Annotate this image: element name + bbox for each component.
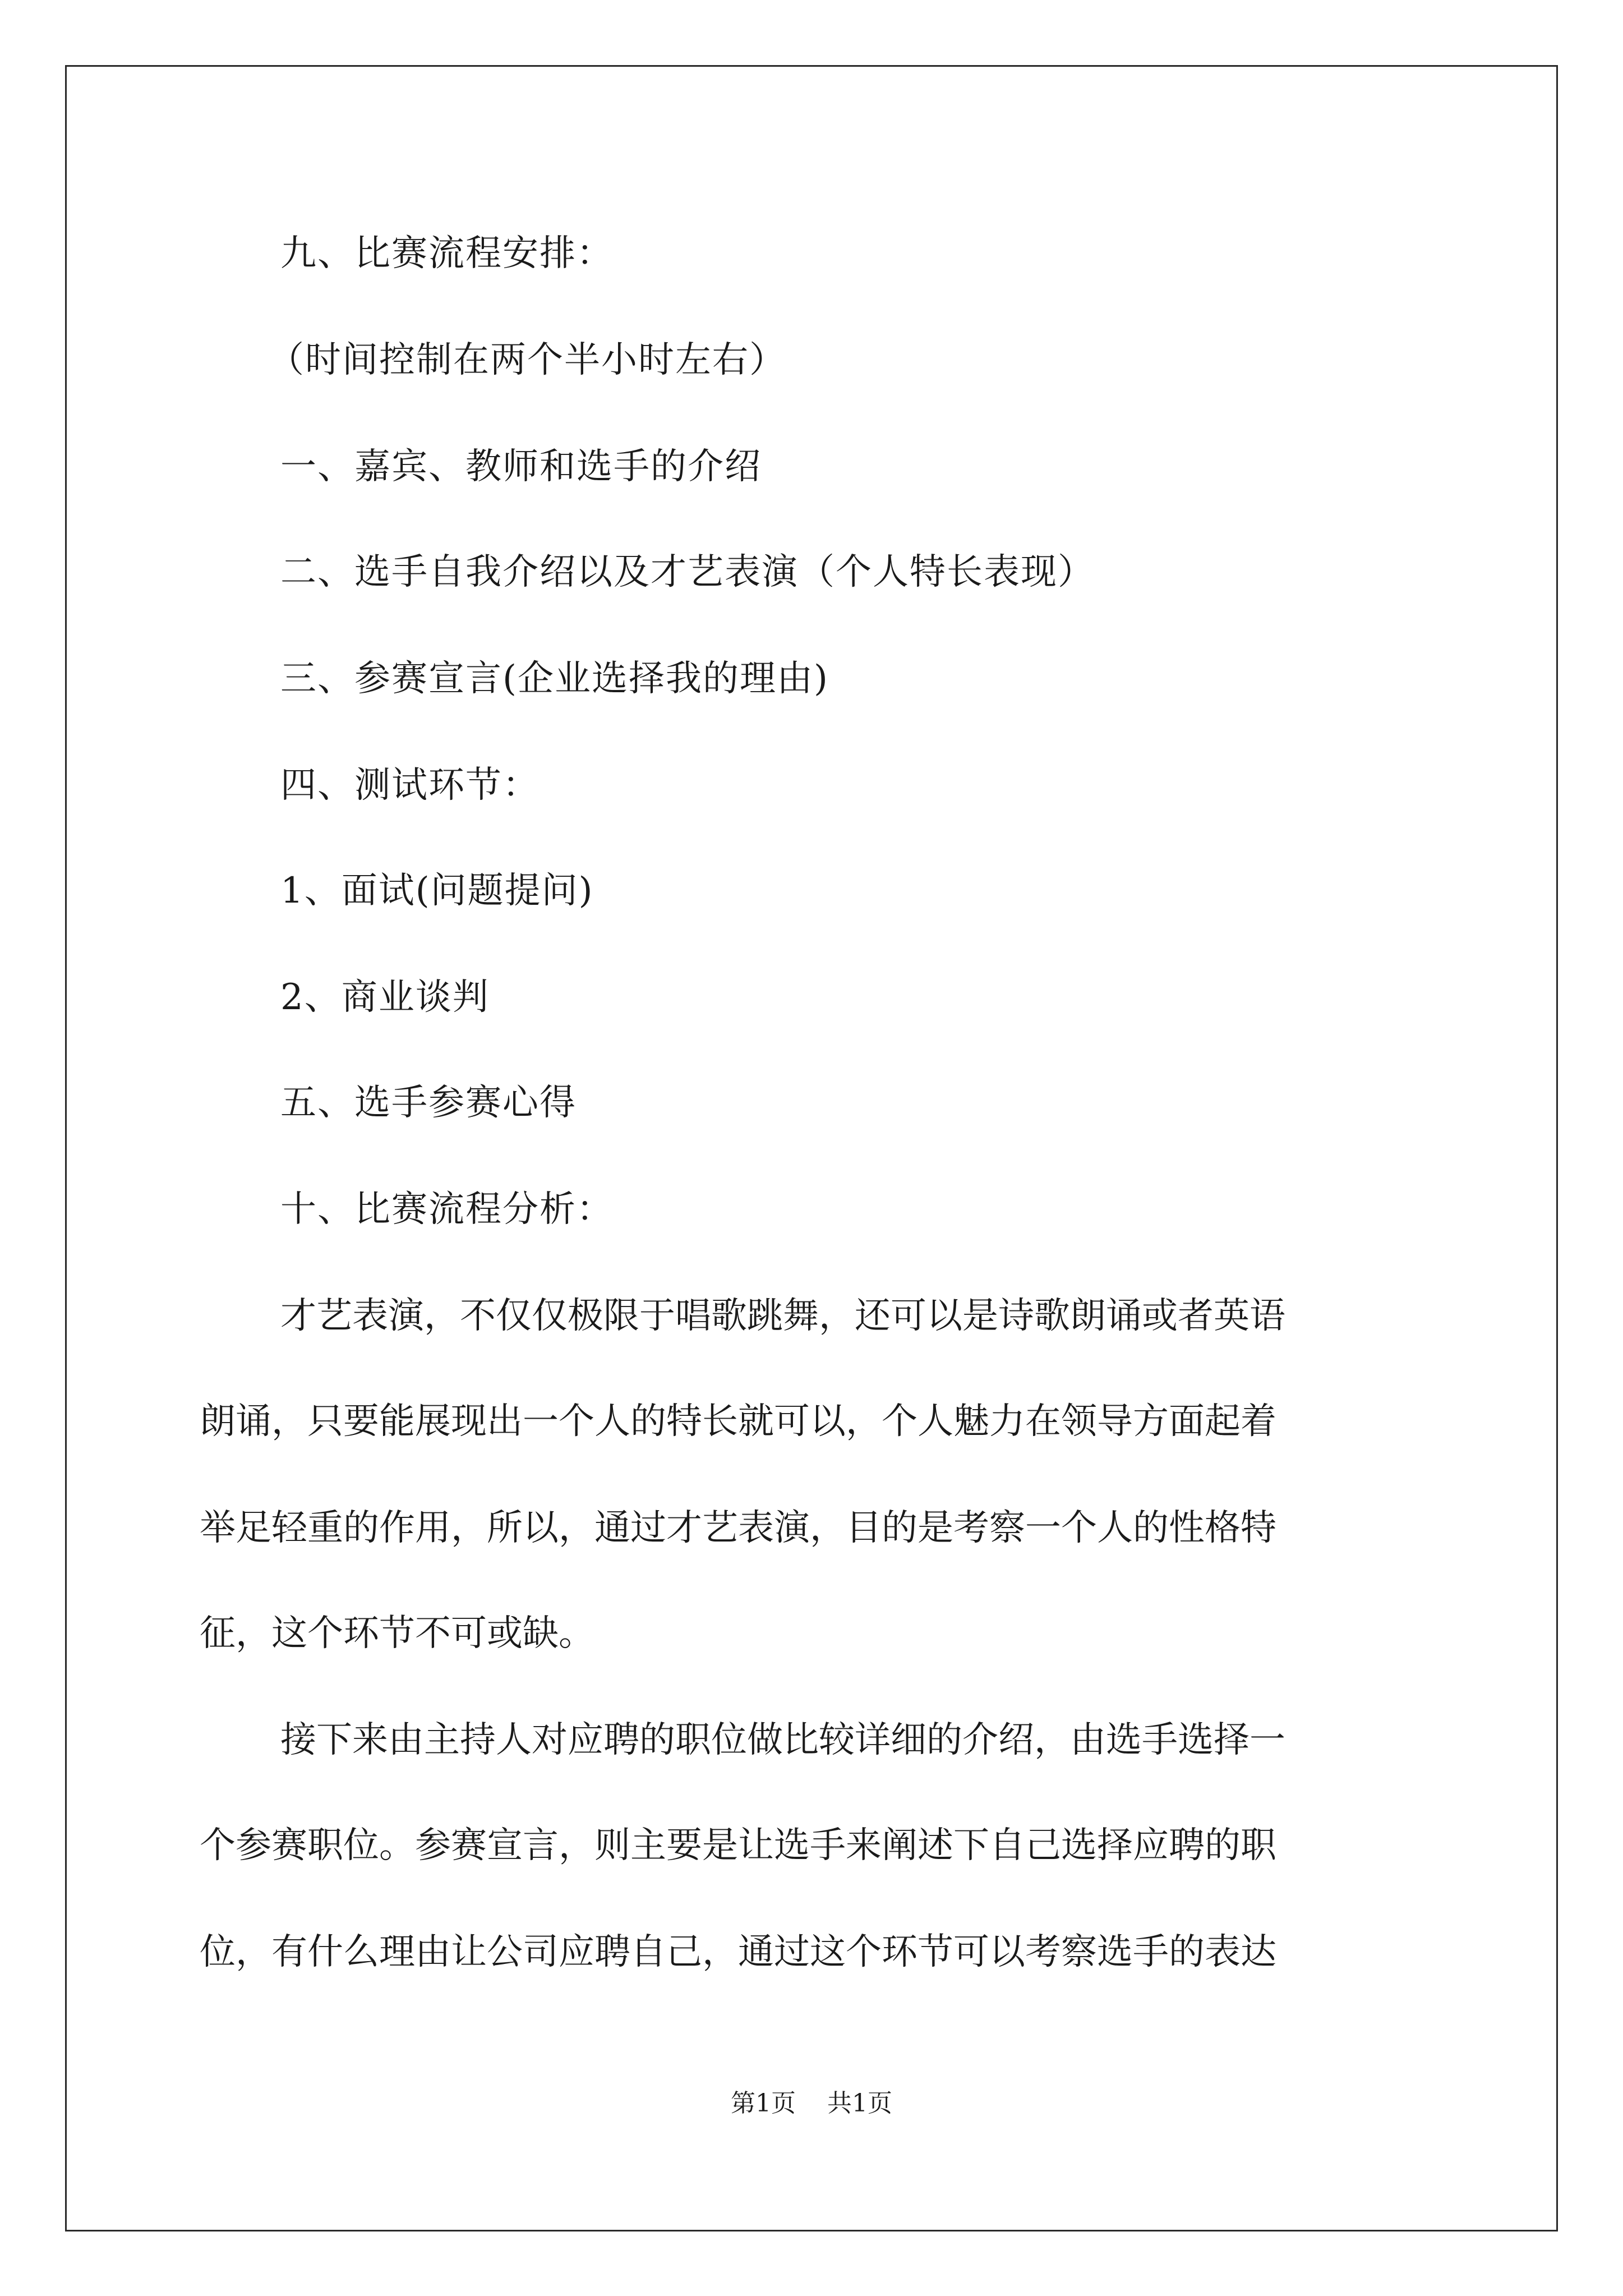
heading-line: 九、比赛流程安排： [280, 233, 614, 274]
text-line: （时间控制在两个半小时左右） [268, 339, 786, 381]
text-line: 四、测试环节： [280, 765, 540, 806]
text-line: 二、选手自我介绍以及才艺表演（个人特长表现） [280, 551, 1095, 593]
text-line: 1、面试(问题提问) [280, 870, 594, 912]
text-line: 五、选手参赛心得 [280, 1082, 577, 1124]
page-footer [0, 2087, 1623, 2120]
paragraph-line: 才艺表演，不仅仅极限于唱歌跳舞，还可以是诗歌朗诵或者英语 [280, 1295, 1285, 1337]
text-line: 三、参赛宣言(企业选择我的理由) [280, 658, 829, 700]
paragraph-line: 征，这个环节不可或缺。 [200, 1613, 594, 1654]
paragraph-line: 朗诵，只要能展现出一个人的特长就可以，个人魅力在领导方面起着 [200, 1401, 1276, 1442]
page-number: 第1页 [731, 2089, 796, 2118]
paragraph-line: 举足轻重的作用，所以，通过才艺表演，目的是考察一个人的性格特 [200, 1507, 1276, 1549]
text-line: 2、商业谈判 [280, 977, 490, 1018]
paragraph-line: 接下来由主持人对应聘的职位做比较详细的介绍，由选手选择一 [280, 1719, 1285, 1761]
paragraph-line: 位，有什么理由让公司应聘自己，通过这个环节可以考察选手的表达 [200, 1931, 1276, 1973]
page-border [65, 65, 1558, 2231]
paragraph-line: 个参赛职位。参赛宣言，则主要是让选手来阐述下自己选择应聘的职 [200, 1825, 1276, 1866]
text-line: 一、嘉宾、教师和选手的介绍 [280, 446, 762, 487]
page-total: 共1页 [827, 2089, 892, 2118]
heading-line: 十、比赛流程分析： [280, 1189, 614, 1230]
